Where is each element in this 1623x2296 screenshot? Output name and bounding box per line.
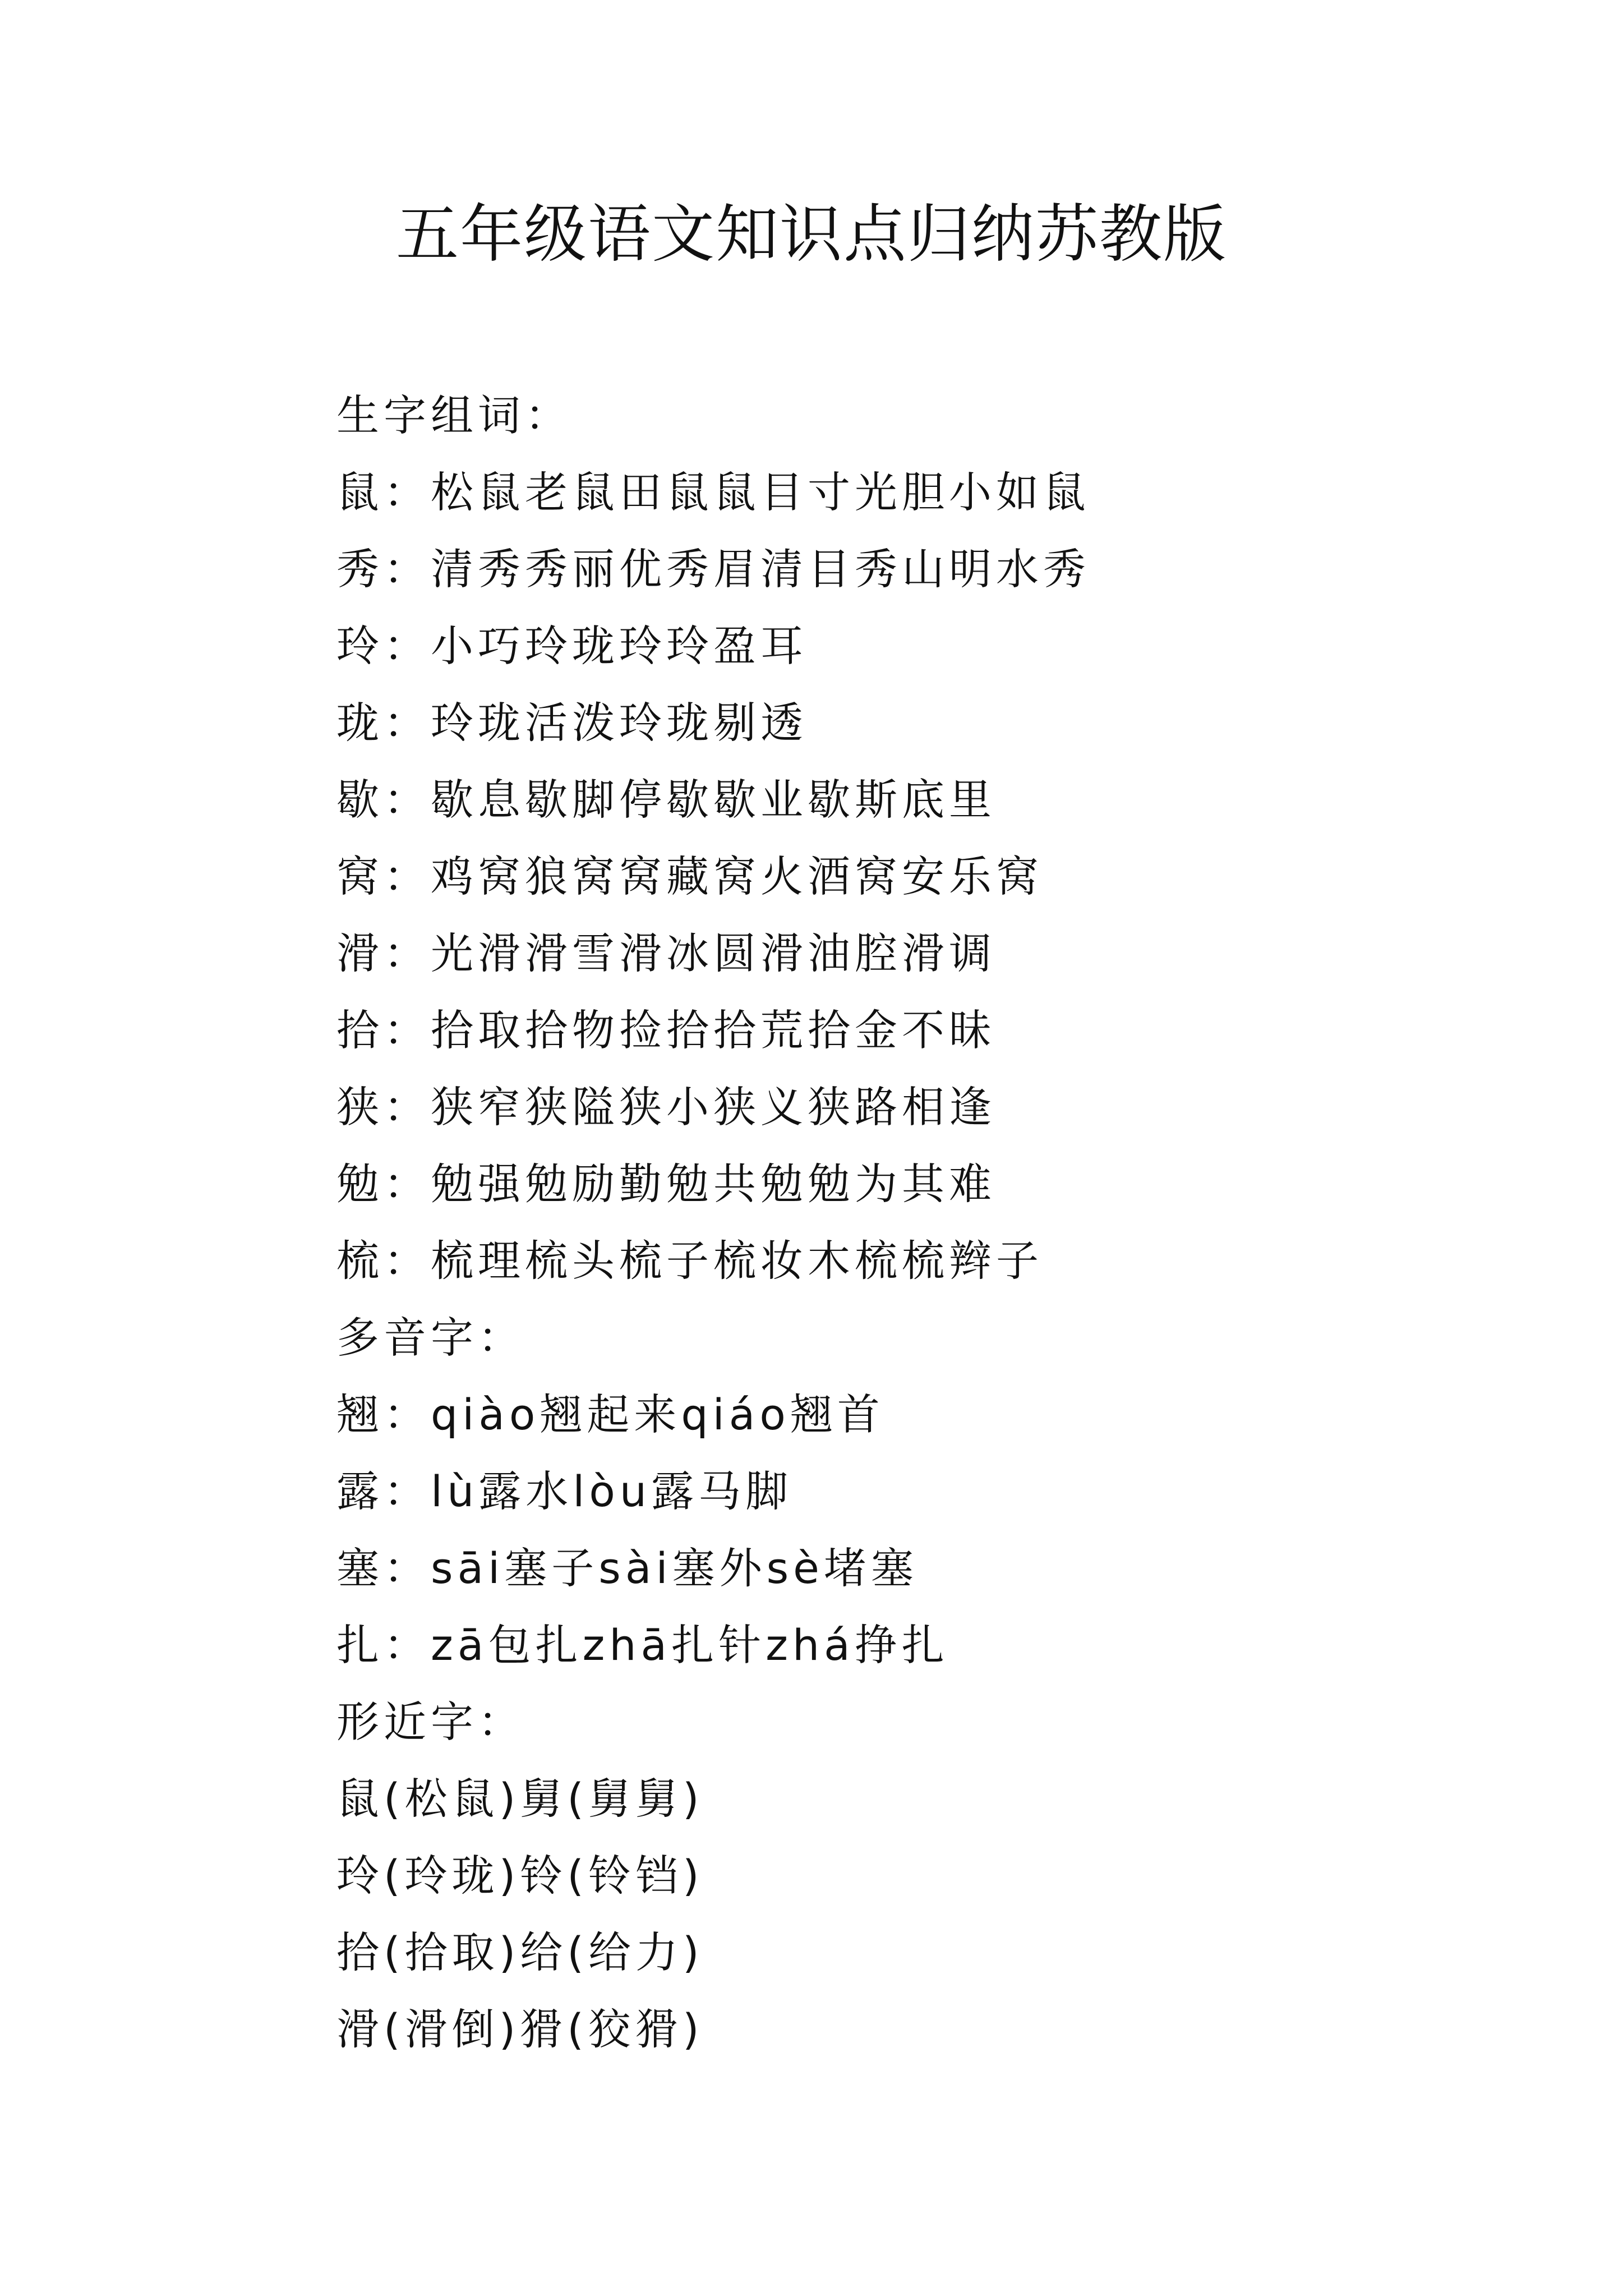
similar-line-hua: 滑(滑倒)猾(狡猾) [336, 2004, 704, 2054]
document-body [336, 377, 1514, 2068]
vocab-line-xia: 狭：狭窄狭隘狭小狭义狭路相逢 [336, 1082, 996, 1132]
similar-line-ling: 玲(玲珑)铃(铃铛) [336, 1851, 704, 1901]
vocab-line-shi: 拾：拾取拾物捡拾拾荒拾金不昧 [336, 1005, 996, 1055]
vocab-line-wo: 窝：鸡窝狼窝窝藏窝火酒窝安乐窝 [336, 852, 1043, 901]
section-heading-polyphones: 多音字： [336, 1313, 525, 1363]
polyphone-line-zha: 扎：zā包扎zhā扎针zhá挣扎 [336, 1620, 949, 1670]
polyphone-line-qiao: 翘：qiào翘起来qiáo翘首 [336, 1389, 884, 1439]
similar-line-shi: 拾(拾取)给(给力) [336, 1927, 704, 1977]
vocab-line-hua: 滑：光滑滑雪滑冰圆滑油腔滑调 [336, 928, 996, 978]
vocab-line-xiu: 秀：清秀秀丽优秀眉清目秀山明水秀 [336, 544, 1090, 594]
section-heading-vocabulary: 生字组词： [336, 390, 572, 440]
vocab-line-mian: 勉：勉强勉励勤勉共勉勉为其难 [336, 1159, 996, 1209]
vocab-line-shu: 鼠：松鼠老鼠田鼠鼠目寸光胆小如鼠 [336, 467, 1090, 517]
section-heading-similar-characters: 形近字： [336, 1697, 525, 1747]
vocab-line-ling: 玲：小巧玲珑玲玲盈耳 [336, 621, 808, 671]
similar-line-shu: 鼠(松鼠)舅(舅舅) [336, 1774, 704, 1824]
vocab-line-shu-comb: 梳：梳理梳头梳子梳妆木梳梳辫子 [336, 1236, 1043, 1286]
polyphone-line-sai: 塞：sāi塞子sài塞外sè堵塞 [336, 1543, 918, 1593]
vocab-line-xie: 歇：歇息歇脚停歇歇业歇斯底里 [336, 775, 996, 825]
polyphone-line-lu: 露：lù露水lòu露马脚 [336, 1466, 793, 1516]
document-title: 五年级语文知识点归纳苏教版 [396, 198, 1227, 271]
vocab-line-long: 珑：玲珑活泼玲珑剔透 [336, 698, 808, 748]
